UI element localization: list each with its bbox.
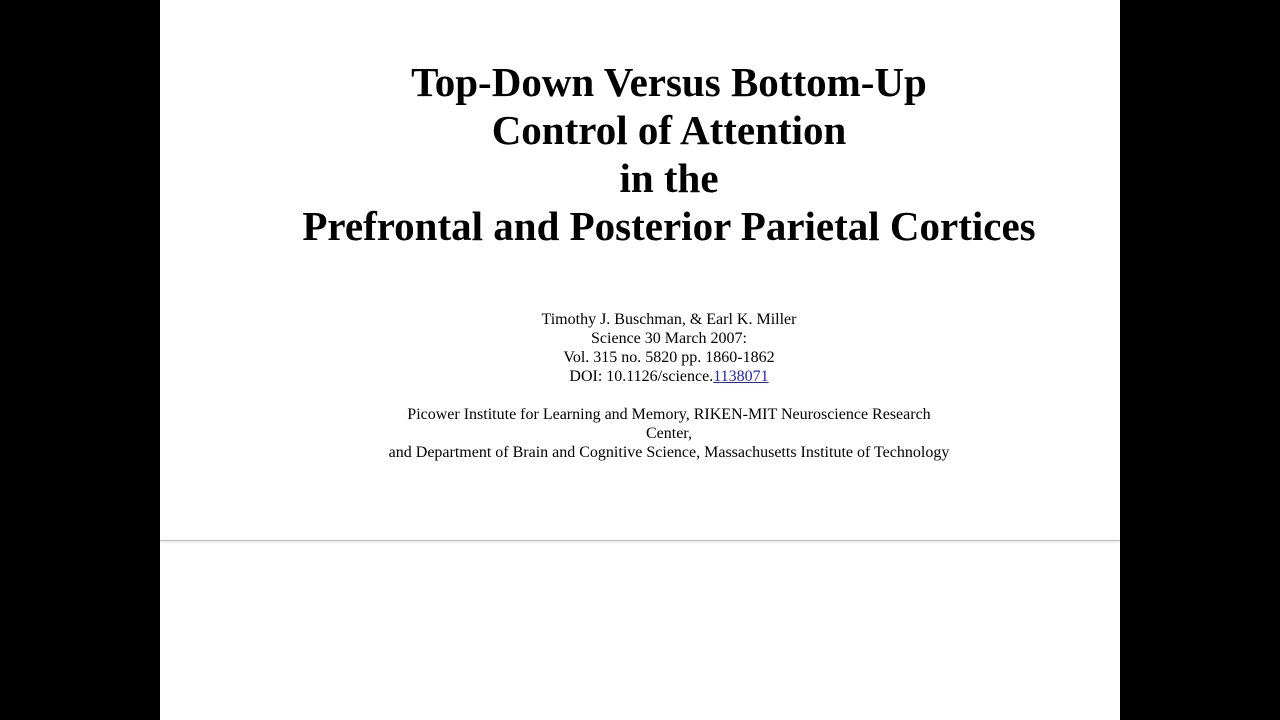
affiliation-line-3: and Department of Brain and Cognitive Science, Massachusetts Institute of Technology [388,444,950,461]
citation-journal-date: Science 30 March 2007: [591,330,747,347]
title-line-3: in the [619,155,719,201]
doi-prefix: DOI: 10.1126/science. [569,368,714,385]
citation-authors: Timothy J. Buschman, & Earl K. Miller [541,311,797,328]
affiliation-block [160,405,1178,462]
slide-panel[interactable] [160,0,1120,720]
citation-doi [160,367,1178,386]
slide-divider [160,540,1120,541]
citation-volume-pages: Vol. 315 no. 5820 pp. 1860-1862 [563,349,775,366]
doi-link[interactable]: 1138071 [713,368,769,385]
title-line-2: Control of Attention [491,107,847,153]
affiliation-line-1: Picower Institute for Learning and Memory, RIKEN-MIT Neuroscience Research [407,406,931,423]
affiliation-line-2: Center, [645,425,692,442]
title-line-4: Prefrontal and Posterior Parietal Cortices [302,203,1036,249]
slide-title [160,58,1178,250]
slide [160,0,1120,540]
title-line-1: Top-Down Versus Bottom-Up [411,59,927,105]
citation-block [160,310,1178,386]
